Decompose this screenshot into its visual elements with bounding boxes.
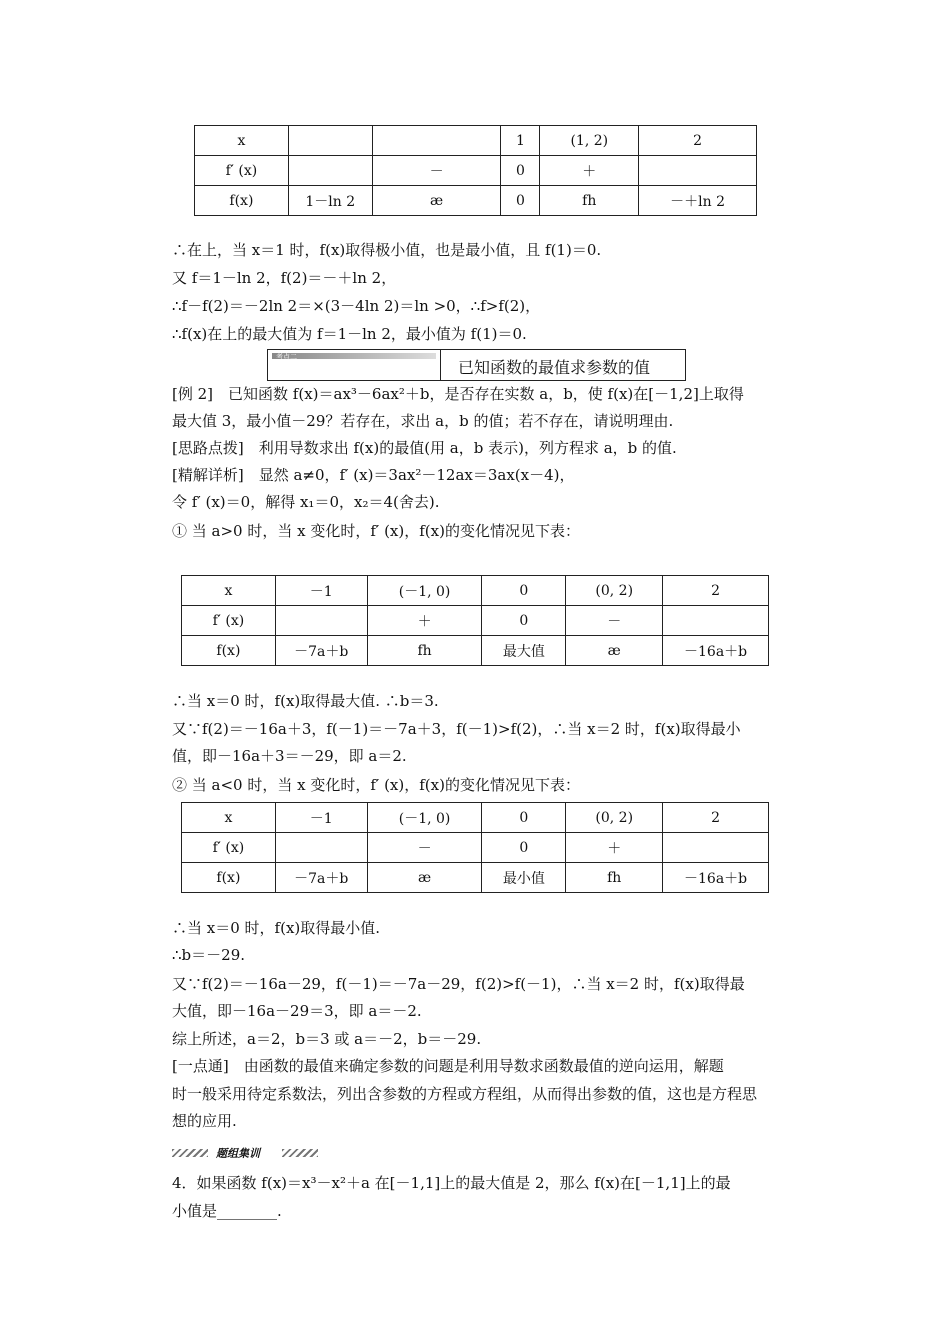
- hatch-decoration: [172, 1149, 208, 1157]
- text-line: 综上所述，a＝2，b＝3 或 a＝－2，b＝－29.: [172, 1030, 482, 1048]
- topic-banner: [267, 349, 686, 381]
- table-row: [182, 636, 769, 666]
- table-cell: x: [195, 126, 289, 156]
- text-line: 值，即－16a＋3＝－29，即 a＝2.: [172, 747, 407, 765]
- text-line: [一点通] 由函数的最值来确定参数的问题是利用导数求函数最值的逆向运用，解题: [172, 1057, 724, 1075]
- table-cell: (0, 2): [566, 803, 663, 833]
- table-cell: －1: [275, 576, 367, 606]
- text-line: 时一般采用待定系数法，列出含参数的方程或方程组，从而得出参数的值，这也是方程思: [172, 1085, 758, 1103]
- banner-title: 已知函数的最值求参数的值: [458, 358, 651, 377]
- section-title: 题组集训: [216, 1147, 260, 1160]
- table-cell: (1, 2): [540, 126, 639, 156]
- table-cell: 0: [482, 606, 566, 636]
- table-3: [181, 802, 769, 893]
- table-cell: －: [372, 156, 501, 186]
- table-cell: (－1, 0): [367, 803, 482, 833]
- text-line: 最大值 3，最小值－29？若存在，求出 a，b 的值；若不存在，请说明理由.: [172, 412, 674, 430]
- table-cell: [288, 156, 372, 186]
- banner-tag: 考点二: [276, 353, 297, 361]
- table-cell: f(x): [182, 636, 276, 666]
- table-cell: 1－ln 2: [288, 186, 372, 216]
- table-cell: f(x): [182, 863, 276, 893]
- table-row: [195, 126, 757, 156]
- table-row: [182, 803, 769, 833]
- table-cell: æ: [566, 636, 663, 666]
- table-row: [182, 606, 769, 636]
- text-line: ∴当 x＝0 时，f(x)取得最小值.: [172, 919, 381, 937]
- text-line: 又∵f(2)＝－16a＋3，f(－1)＝－7a＋3，f(－1)>f(2)，∴当 x＝2 时，f(x)取得最小: [172, 720, 741, 738]
- table-cell: f′ (x): [195, 156, 289, 186]
- text-line: 4．如果函数 f(x)＝x³－x²＋a 在[－1,1]上的最大值是 2，那么 f(x)在[－1,1]上的最: [172, 1174, 731, 1192]
- text-line: 又∵f(2)＝－16a－29，f(－1)＝－7a－29，f(2)>f(－1)，∴当 x＝2 时，f(x)取得最: [172, 975, 745, 993]
- table-cell: æ: [372, 186, 501, 216]
- table-cell: 最大值: [482, 636, 566, 666]
- table-cell: [288, 126, 372, 156]
- table-row: [182, 576, 769, 606]
- table-cell: 0: [501, 186, 540, 216]
- table-cell: 0: [501, 156, 540, 186]
- table-cell: 0: [482, 803, 566, 833]
- text-line: ∴当 x＝0 时，f(x)取得最大值. ∴b＝3.: [172, 692, 439, 710]
- table-cell: 2: [639, 126, 757, 156]
- text-line: 大值，即－16a－29＝3，即 a＝－2.: [172, 1002, 422, 1020]
- table-cell: x: [182, 803, 276, 833]
- table-row: [195, 156, 757, 186]
- table-cell: [275, 606, 367, 636]
- table-2: [181, 575, 769, 666]
- table-row: [195, 186, 757, 216]
- text-line: ∴在上，当 x＝1 时，f(x)取得极小值，也是最小值，且 f(1)＝0.: [172, 241, 602, 259]
- table-cell: 1: [501, 126, 540, 156]
- table-cell: f(x): [195, 186, 289, 216]
- table-cell: －＋ln 2: [639, 186, 757, 216]
- table-row: [182, 863, 769, 893]
- table-cell: ＋: [566, 833, 663, 863]
- section-header: [172, 1145, 322, 1161]
- table-cell: 最小值: [482, 863, 566, 893]
- text-line: 小值是________.: [172, 1202, 282, 1220]
- table-cell: f′ (x): [182, 606, 276, 636]
- table-cell: fh: [566, 863, 663, 893]
- table-cell: －7a＋b: [275, 636, 367, 666]
- table-cell: f′ (x): [182, 833, 276, 863]
- table-cell: －7a＋b: [275, 863, 367, 893]
- table-cell: －16a＋b: [663, 863, 769, 893]
- table-row: [182, 833, 769, 863]
- table-cell: 0: [482, 576, 566, 606]
- table-cell: [639, 156, 757, 186]
- table-cell: －: [367, 833, 482, 863]
- hatch-decoration: [282, 1149, 318, 1157]
- text-line: [精解详析] 显然 a≠0，f′ (x)＝3ax²－12ax＝3ax(x－4)，: [172, 466, 575, 484]
- text-line: 又 f＝1－ln 2，f(2)＝－＋ln 2，: [172, 269, 397, 287]
- table-cell: ＋: [540, 156, 639, 186]
- table-cell: x: [182, 576, 276, 606]
- table-cell: [663, 606, 769, 636]
- table-cell: [275, 833, 367, 863]
- text-line: ∴f－f(2)＝－2ln 2＝×(3－4ln 2)＝ln >0，∴f>f(2)，: [172, 297, 541, 315]
- text-line: 令 f′ (x)＝0，解得 x₁＝0，x₂＝4(舍去).: [172, 493, 440, 511]
- table-cell: fh: [367, 636, 482, 666]
- text-line: ② 当 a<0 时，当 x 变化时，f′ (x)，f(x)的变化情况见下表：: [172, 776, 580, 794]
- table-cell: [372, 126, 501, 156]
- table-cell: (0, 2): [566, 576, 663, 606]
- banner-tag-box: [268, 350, 441, 380]
- table-cell: －1: [275, 803, 367, 833]
- table-cell: [663, 833, 769, 863]
- table-cell: －16a＋b: [663, 636, 769, 666]
- table-cell: æ: [367, 863, 482, 893]
- table-cell: 2: [663, 576, 769, 606]
- text-line: ∴f(x)在上的最大值为 f＝1－ln 2，最小值为 f(1)＝0.: [172, 325, 527, 343]
- text-line: [思路点拨] 利用导数求出 f(x)的最值(用 a，b 表示)，列方程求 a，b 的值.: [172, 439, 677, 457]
- text-line: ① 当 a>0 时，当 x 变化时，f′ (x)，f(x)的变化情况见下表：: [172, 522, 580, 540]
- table-cell: (－1, 0): [367, 576, 482, 606]
- text-line: ∴b＝－29.: [172, 946, 246, 964]
- text-line: 想的应用.: [172, 1112, 237, 1130]
- table-cell: 0: [482, 833, 566, 863]
- text-line: [例 2] 已知函数 f(x)＝ax³－6ax²＋b，是否存在实数 a，b，使 f(x)在[－1,2]上取得: [172, 385, 744, 403]
- table-cell: fh: [540, 186, 639, 216]
- table-cell: ＋: [367, 606, 482, 636]
- table-cell: 2: [663, 803, 769, 833]
- table-cell: －: [566, 606, 663, 636]
- table-1: [194, 125, 757, 216]
